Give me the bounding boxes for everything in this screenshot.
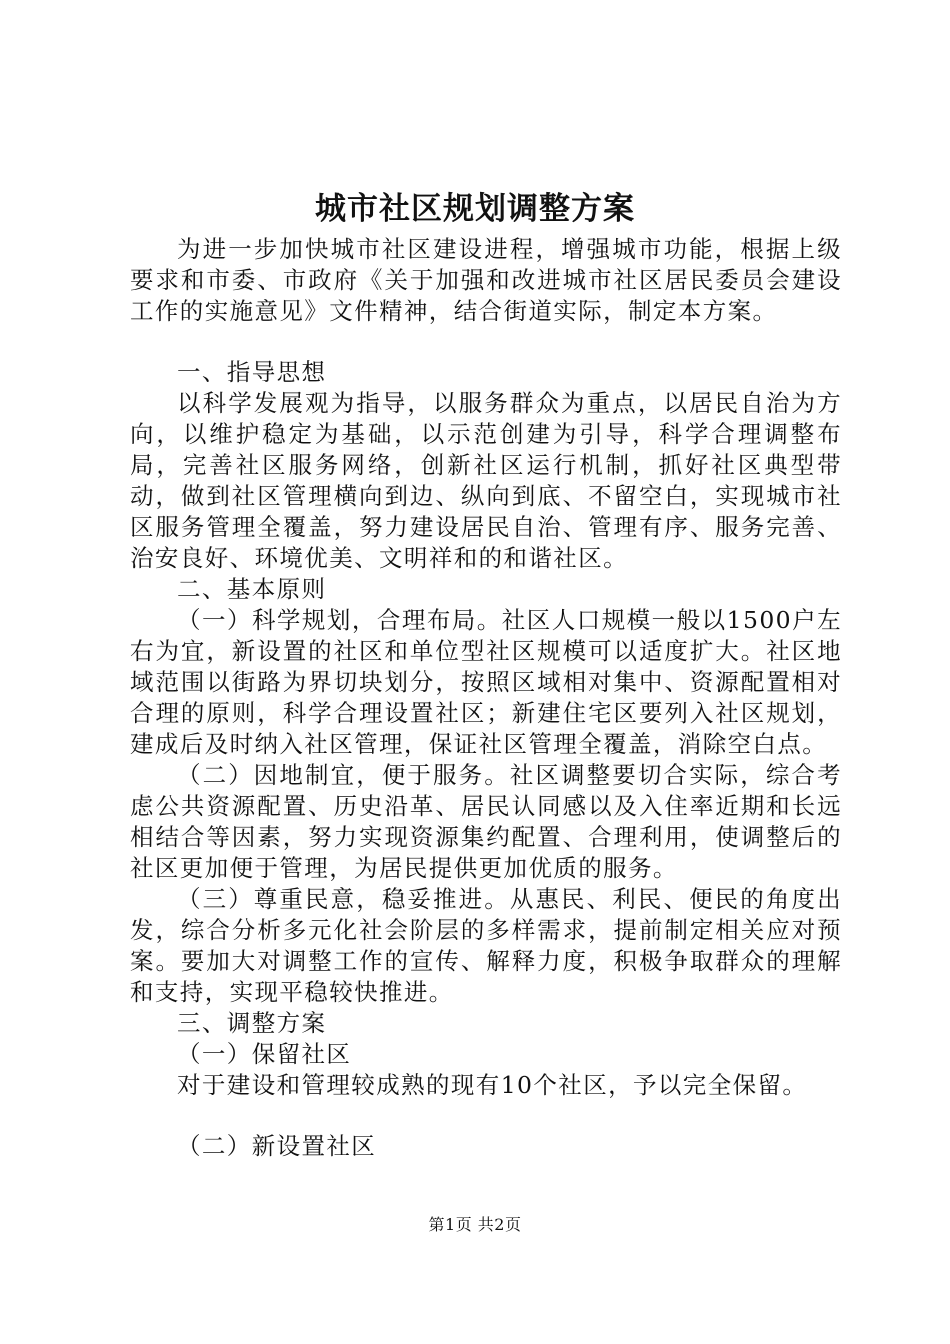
guiding-thought-paragraph: 以科学发展观为指导，以服务群众为重点，以居民自治为方向，以维护稳定为基础，以示范创建为引导，科学合理调整布局，完善社区服务网络，创新社区运行机制，抓好社区典型带动，做到社区管理横向到边、纵向到底、不留空白，实现城市社区服务管理全覆盖，努力建设居民自治、管理有序、服务完善、治安良好、环境优美、文明祥和的和谐社区。	[130, 389, 842, 572]
intro-paragraph: 为进一步加快城市社区建设进程，增强城市功能，根据上级要求和市委、市政府《关于加强和改进城市社区居民委员会建设工作的实施意见》文件精神，结合街道实际，制定本方案。	[130, 235, 842, 325]
section-heading-basic-principles: 二、基本原则	[177, 575, 327, 603]
paragraph-gap	[130, 1101, 842, 1131]
principle-1-paragraph: （一）科学规划，合理布局。社区人口规模一般以1500户左右为宜，新设置的社区和单位型社区规模可以适度扩大。社区地域范围以街路为界切块划分，按照区域相对集中、资源配置相对合理的原则，科学合理设置社区；新建住宅区要列入社区规划，建成后及时纳入社区管理，保证社区管理全覆盖，消除空白点。	[130, 606, 842, 758]
principle-2-paragraph: （二）因地制宜，便于服务。社区调整要切合实际，综合考虑公共资源配置、历史沿革、居民认同感以及入住率近期和长远相结合等因素，努力实现资源集约配置、合理利用，使调整后的社区更加便于管理，为居民提供更加优质的服务。	[130, 761, 842, 882]
principle-3-paragraph: （三）尊重民意，稳妥推进。从惠民、利民、便民的角度出发，综合分析多元化社会阶层的多样需求，提前制定相关应对预案。要加大对调整工作的宣传、解释力度，积极争取群众的理解和支持，实现平稳较快推进。	[130, 885, 842, 1006]
section-heading-adjustment-plan: 三、调整方案	[177, 1009, 327, 1037]
document-body	[130, 234, 842, 1162]
page-footer: 第1页 共2页	[428, 1215, 522, 1234]
section-heading-guiding-thought: 一、指导思想	[177, 358, 327, 386]
subsection-heading-retained: （一）保留社区	[177, 1040, 352, 1068]
retained-paragraph: 对于建设和管理较成熟的现有10个社区，予以完全保留。	[177, 1071, 808, 1099]
paragraph-gap	[130, 327, 842, 357]
document-title: 城市社区规划调整方案	[315, 191, 635, 227]
subsection-heading-new: （二）新设置社区	[177, 1132, 377, 1160]
